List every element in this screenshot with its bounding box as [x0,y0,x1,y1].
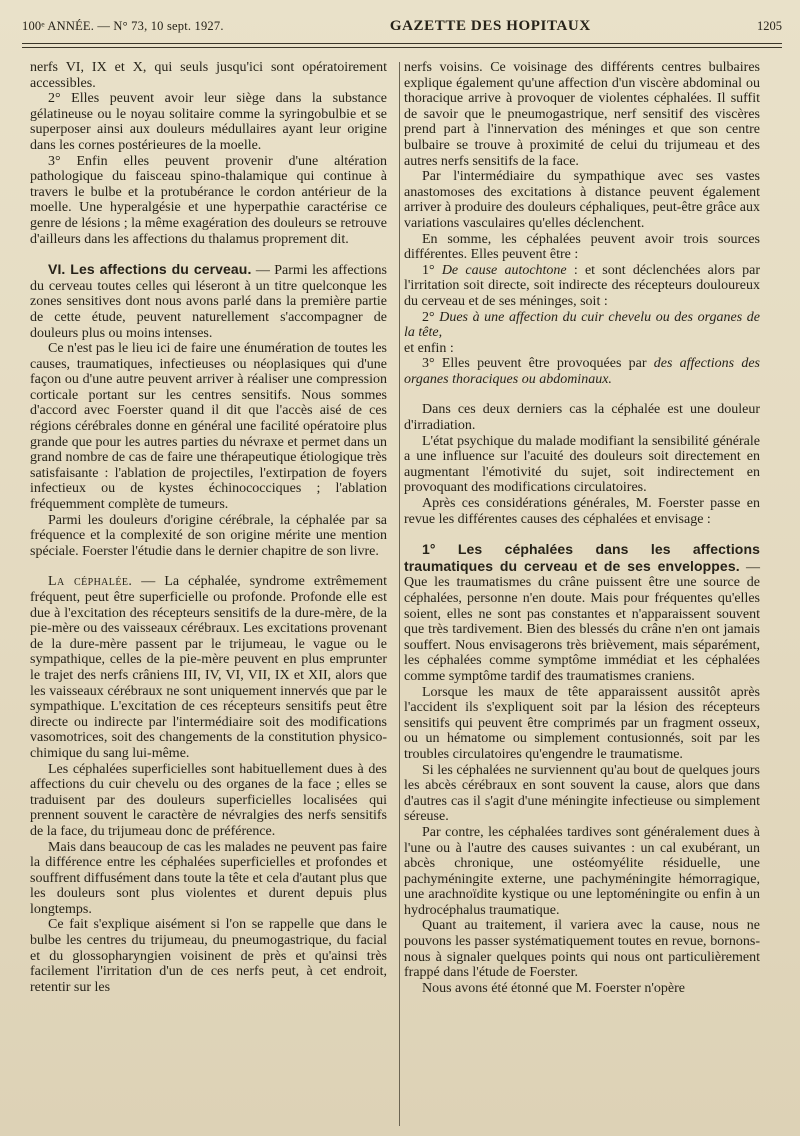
journal-title: GAZETTE DES HOPITAUX [389,18,591,34]
list-marker: 2° [422,309,440,325]
paragraph: En somme, les céphalées peuvent avoir trois sources différentes. Elles peuvent être : [404,231,760,263]
section-text: — La céphalée, syndrome extrêmement fréquent, peut être superficielle ou profonde. Profonde elle est due à l'excitation des récepteurs sensitifs de la dure-mère, de la pie-mère ou des vaisseaux cérébraux. Les excitations provenant de la dure-mère passent par le trijumeau, le vague ou le sympathique, celles de la pie-mère peuvent en plus emprunter le trajet des nerfs crâniens III, IV, VI, VII, IX et XII, alors que les vaisseaux cérébraux ne sont uniquement innervés que par le sympathique. L'excitation de ces récepteurs sensitifs peut être directe ou indirecte par l'intermédiaire soit des modifications vasomotrices, soit des changements de la constitution physico-chimique du sang lui-même. [30,574,387,761]
page-number: 1205 [757,19,782,33]
section-heading-cerveau: VI. Les affections du cerveau. [48,261,252,278]
section-text: — Parmi les affections du cerveau toutes celles qui léseront à un titre quelconque les zones sensitives dont nous avons parlé dans la première partie de cette étude, peuvent naturellement s'accompagner de douleurs plus ou moins intenses. [30,263,387,341]
paragraph: Parmi les douleurs d'origine cérébrale, la céphalée par sa fréquence et la complexité de son origine mérite une mention spéciale. Foerster l'étudie dans le dernier chapitre de son livre. [30,512,387,559]
paragraph: Nous avons été étonné que M. Foerster n'opère [422,980,686,996]
list-italic: De cause autochtone [441,262,567,278]
paragraph: L'état psychique du malade modifiant la sensibilité générale a une influence sur l'acuité des douleurs soit directement en augmentant l'émotivité du sujet, soit indirectement en provoquant des modifications circulatoires. [404,433,760,496]
paragraph: nerfs VI, IX et X, qui seuls jusqu'ici sont opératoirement accessibles. [30,60,387,91]
paragraph: Dans ces deux derniers cas la céphalée est une douleur d'irradiation. [404,402,760,434]
issue-info: 100ᵉ ANNÉE. — N° 73, 10 sept. 1927. [22,19,224,33]
left-column [30,60,387,995]
paragraph: Lorsque les maux de tête apparaissent aussitôt après l'accident ils s'expliquent soit par la lésion des récepteurs sensitifs qui peuvent être comprimés par un fragment osseux, ou un hématome ou simplement contusionnés, soit par les troubles circulatoires qu'engendre le traumatisme. [404,684,760,762]
list-item [404,310,760,341]
paragraph: Par l'intermédiaire du sympathique avec ses vastes anastomoses des excitations à distance peuvent également arriver à produire des douleurs céphaliques, peut-être grâce aux variations vasculaires qu'elles déclenchent. [404,169,760,231]
list-marker: 1° [422,262,442,278]
subsection-heading-cephalee: La céphalée. [48,574,133,590]
header-rule-bottom [22,47,782,48]
paragraph: 2° Elles peuvent avoir leur siège dans la substance gélatineuse ou le noyau solitaire comme la syringobulbie et se superposer ainsi aux douleurs médullaires ayant leur origine dans les cornes postérieures de la moelle. [30,91,387,153]
paragraph: Les céphalées superficielles sont habituellement dues à des affections du cuir chevelu ou des organes de la face ; elles se traduisent par des douleurs superficielles localisées qui prennent souvent le caractère de névralgies des nerfs sensitifs de la face, du trijumeau donc de préférence. [30,761,387,839]
paragraph: Quant au traitement, il variera avec la cause, nous ne pouvons les passer systématiquement toutes en revue, bornons-nous à signaler quelques points qui nous ont particulièrement frappé dans l'étude de Foerster. [404,918,760,981]
paragraph: Ce fait s'explique aisément si l'on se rappelle que dans le bulbe les centres du trijumeau, du pneumogastrique, du facial et du glossopharyngien voisinent de près et qu'ainsi très facilement l'irritation d'un de ces nerfs peut, à cet endroit, retentir sur les [30,917,387,995]
section-text: — Que les traumatismes du crâne puissent être une source de céphalées, personne n'en doute. Mais pour fréquentes qu'elles soient, elles ne sont pas constantes et n'apparaissent souvent que très tardivement. Bien des blessés du crâne n'en ont jamais souffert. Nous envisagerons très brièvement, mais séparément, les céphalées comme symptôme immédiat et les céphalées comme symptôme tardif des traumatismes craniens. [404,559,761,684]
header-rule-top [22,43,782,44]
paragraph: Ce n'est pas le lieu ici de faire une énumération de toutes les causes, traumatiques, infectieuses ou néoplasiques qui d'une façon ou d'une autre peuvent arriver à réaliser une compression corticale portant sur les centres sensitifs. Nous sommes d'accord avec Foerster quand il dit que l'accès aisé de ces régions cérébrales donne en général une facilité opératoire plus grande que pour les autres parties du névraxe et permet dans un grand nombre de cas de faire une thérapeutique étiologique très satisfaisante : l'ablation de projectiles, l'extirpation de foyers infectieux ou de kystes échinococciques ; l'ablation fréquemment complète de tumeurs. [30,341,387,513]
paragraph: nerfs voisins. Ce voisinage des différents centres bulbaires explique également qu'une affection d'un viscère abdominal ou thoracique arrive à provoquer de violentes céphalées. Il suffit de savoir que le pneumogastrique, nerf sensitif des viscères prend part à l'innervation des méninges et que son centre bulbaire se trouve à proximité de celui du trijumeau et des autres nerfs sensitifs de la face. [404,60,760,169]
paragraph: 3° Enfin elles peuvent provenir d'une altération pathologique du faisceau spino-thalamique qui continue à travers le bulbe et la protubérance le cordon antérieur de la moelle. Une hyperalgésie et une hyperpathie caractérise ce genre de lésions ; la même exagération des douleurs se retrouve d'ailleurs dans les affections du thalamus proprement dit. [30,153,387,247]
section-paragraph-cephalee [30,574,387,761]
paragraph: Si les céphalées ne surviennent qu'au bout de quelques jours les abcès cérébraux en sont souvent la cause, alors que dans d'autres cas il s'agit d'une méningite infectieuse ou simplement séreuse. [404,762,760,825]
list-italic: des affections des organes thoraciques ou abdominaux. [404,356,760,387]
paragraph: Après ces considérations générales, M. Foerster passe en revue les différentes causes des céphalées et envisage : [404,496,760,527]
list-item [404,263,760,310]
column-divider [399,62,400,1126]
list-text: 3° Elles peuvent être provoquées par [422,356,654,372]
section-heading-trauma: 1° Les céphalées dans les affections traumatiques du cerveau et de ses enveloppes. [404,541,760,574]
section-paragraph-cerveau [30,262,387,341]
section-paragraph-trauma [404,542,760,684]
page-header [22,18,782,40]
paragraph: Par contre, les céphalées tardives sont généralement dues à l'une ou à l'autre des causes suivantes : un cal exubérant, un abcès chronique, une ostéomyélite résiduelle, une pachyméningite externe, une pachyméningite hémorragique, une arachnoïdite kystique ou une leptoméningite ou enfin à un hydrocéphalus traumatique. [404,824,760,918]
list-italic: Dues à une affection du cuir chevelu ou des organes de la tête, [404,309,760,341]
right-column [404,60,760,996]
paragraph: et enfin : [404,340,454,356]
list-text: : et sont déclenchées alors par l'irritation soit directe, soit indirecte des récepteurs douloureux du cerveau et de ses méninges, soit : [404,262,760,309]
list-item [404,356,760,387]
paragraph: Mais dans beaucoup de cas les malades ne peuvent pas faire la différence entre les céphalées superficielles et profondes et souffrent diffusément dans toute la tête et cela d'autant plus que les douleurs sont plus violentes et durent depuis plus longtemps. [30,839,387,917]
